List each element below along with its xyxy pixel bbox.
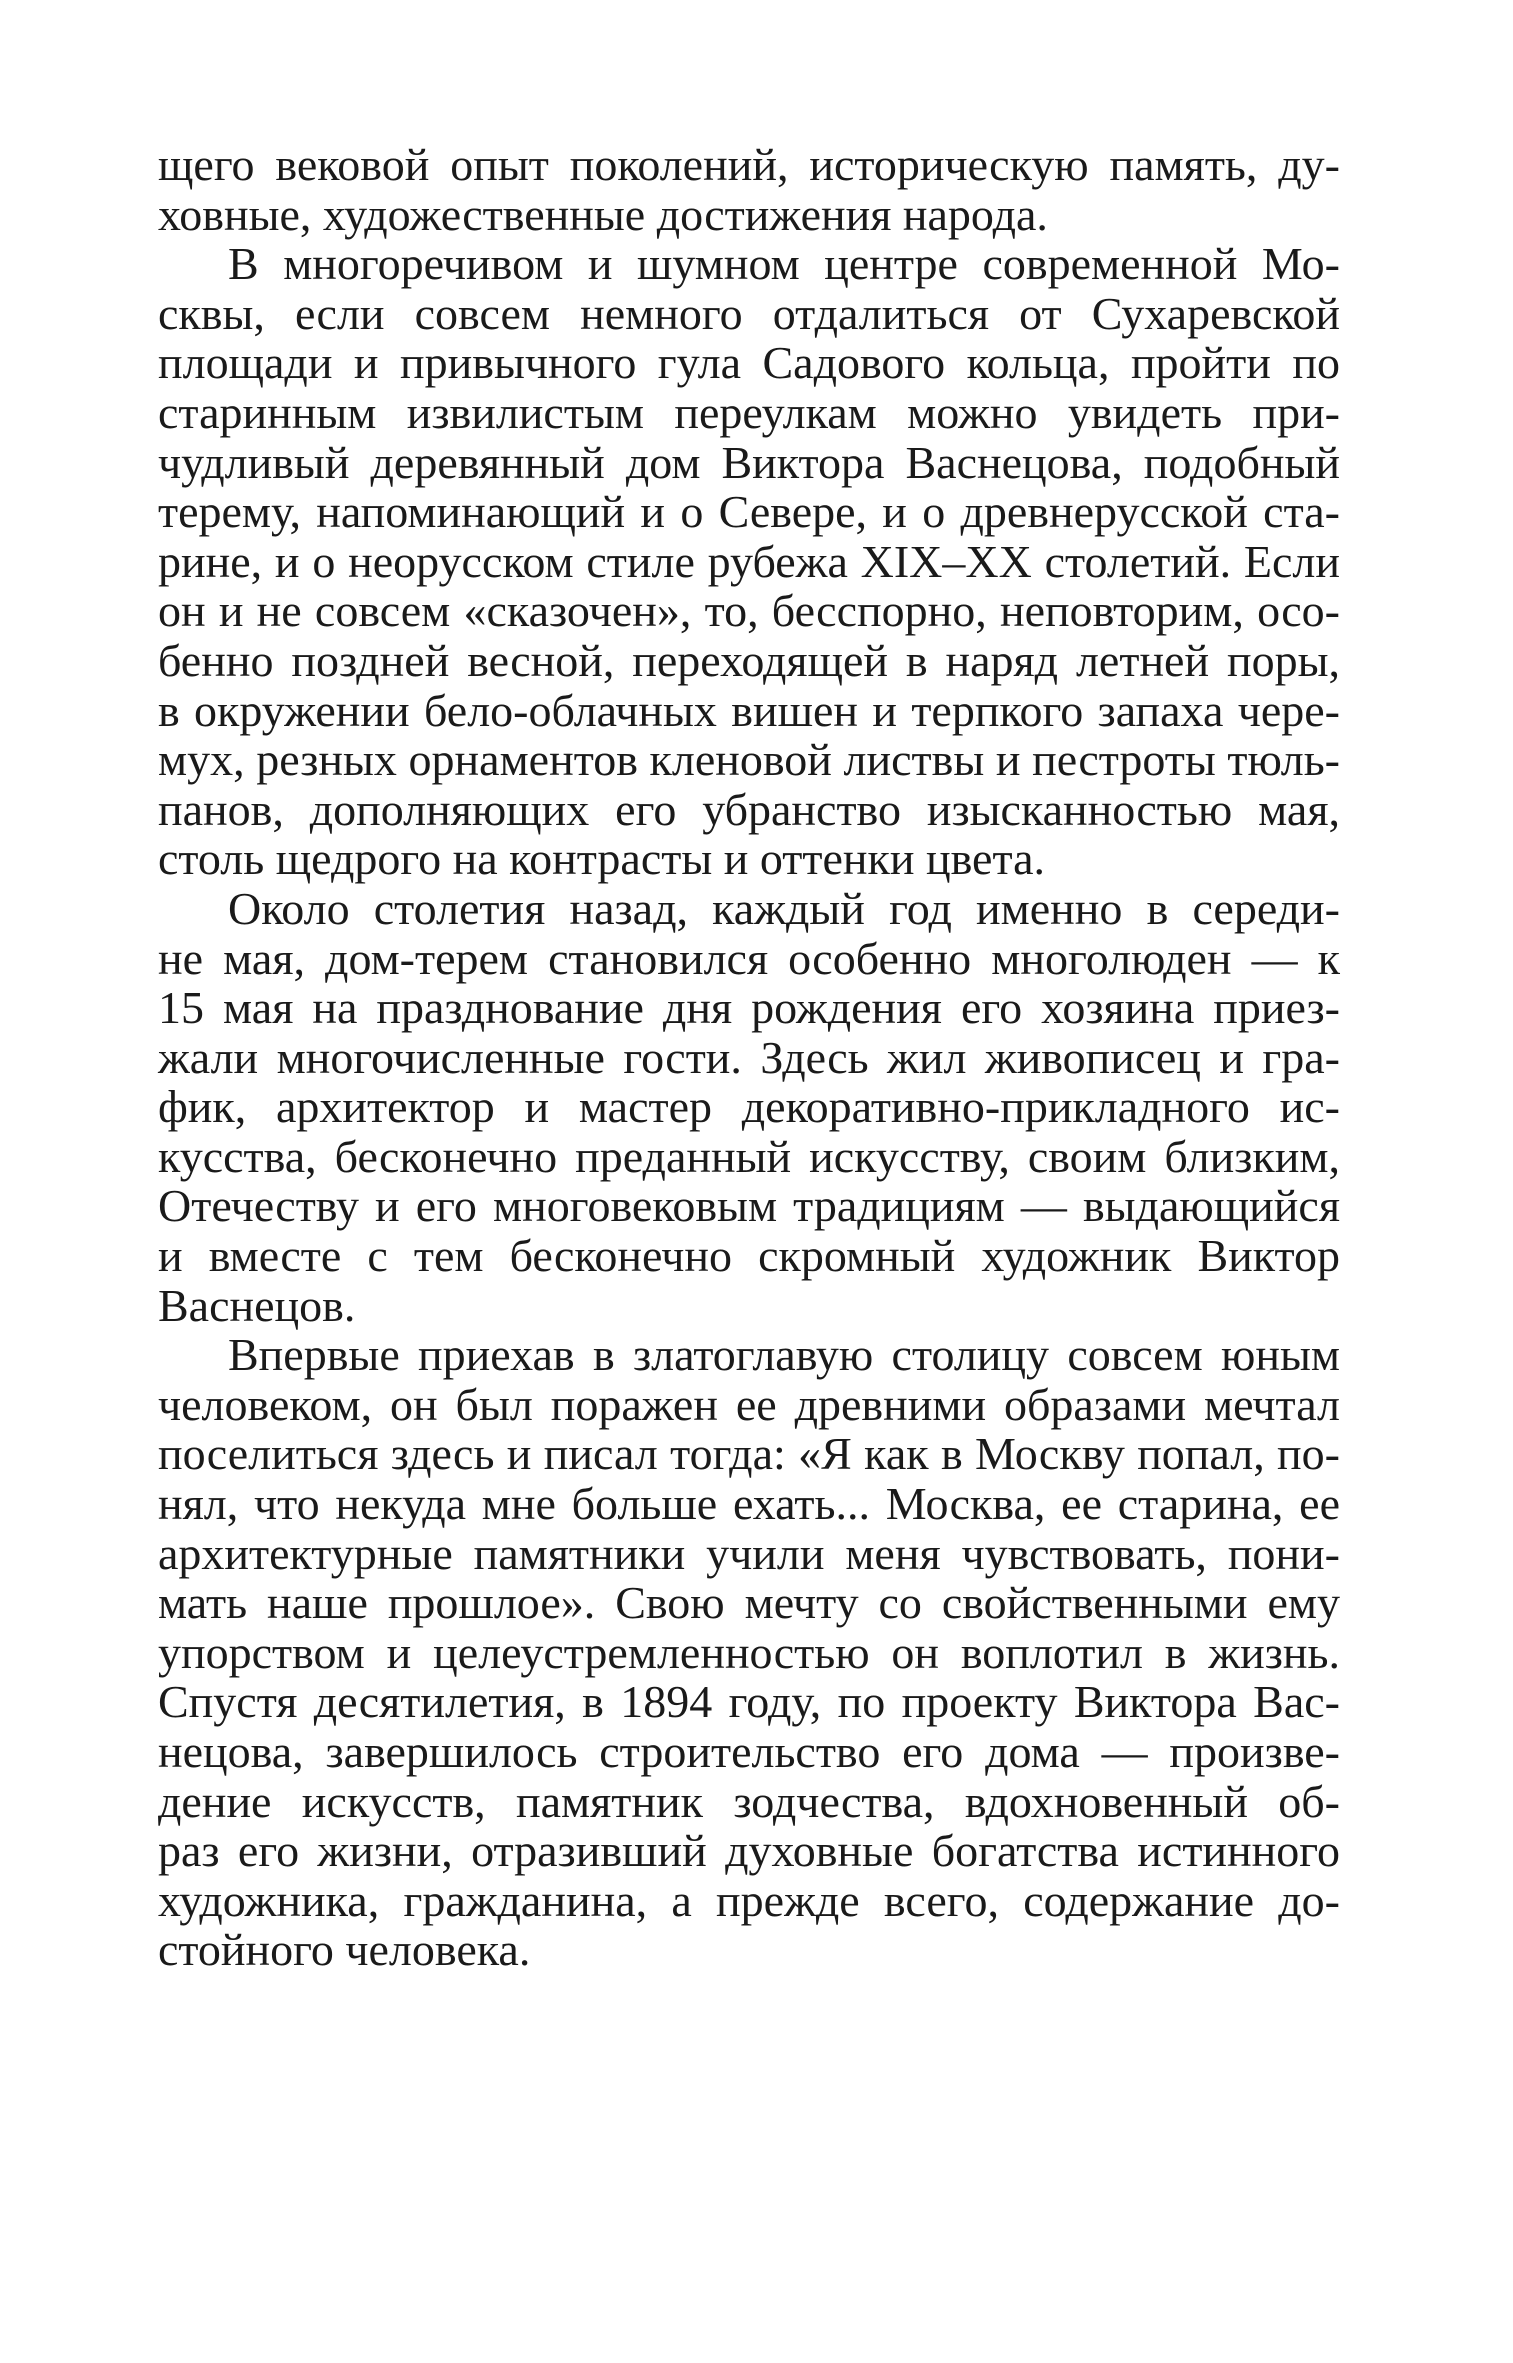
text-line: стойного человека. bbox=[158, 1924, 531, 1976]
text-line: художника, гражданина, а прежде всего, содержание до- bbox=[158, 1874, 1340, 1926]
text-line: фик, архитектор и мастер декоративно-прикладного ис- bbox=[158, 1081, 1340, 1133]
text-line: 15 мая на празднование дня рождения его хозяина приез- bbox=[158, 982, 1340, 1034]
text-line: Около столетия назад, каждый год именно в середи- bbox=[228, 882, 1340, 934]
text-line: не мая, дом-терем становился особенно многолюден — к bbox=[158, 932, 1340, 984]
text-line: в окружении бело-облачных вишен и терпкого запаха чере- bbox=[158, 684, 1340, 736]
text-line: мух, резных орнаментов кленовой листвы и пестроты тюль- bbox=[158, 734, 1340, 786]
text-line: Васнецов. bbox=[158, 1279, 356, 1331]
text-line: щего вековой опыт поколений, историческую память, ду- bbox=[158, 139, 1340, 190]
text-line: упорством и целеустремленностью он воплотил в жизнь. bbox=[158, 1626, 1340, 1678]
text-line: Спустя десятилетия, в 1894 году, по проекту Виктора Вас- bbox=[158, 1676, 1340, 1728]
text-line: терему, напоминающий и о Севере, и о древнерусской ста- bbox=[158, 486, 1340, 538]
text-line: раз его жизни, отразивший духовные богатства истинного bbox=[158, 1825, 1340, 1877]
text-line: нецова, завершилось строительство его дома — произве- bbox=[158, 1726, 1340, 1777]
text-line: мать наше прошлое». Свою мечту со свойственными ему bbox=[158, 1577, 1340, 1629]
text-line: жали многочисленные гости. Здесь жил живописец и гра- bbox=[158, 1031, 1340, 1083]
paragraph bbox=[158, 140, 1340, 239]
text-line: Впервые приехав в златоглавую столицу совсем юным bbox=[228, 1329, 1340, 1381]
text-line: он и не совсем «сказочен», то, бесспорно, неповторим, осо- bbox=[158, 585, 1340, 637]
text-line: площади и привычного гула Садового кольца, пройти по bbox=[158, 337, 1340, 389]
text-line: чудливый деревянный дом Виктора Васнецова, подобный bbox=[158, 436, 1340, 488]
text-line: Отечеству и его многовековым традициям — выдающийся bbox=[158, 1180, 1340, 1232]
text-line: панов, дополняющих его убранство изысканностью мая, bbox=[158, 783, 1340, 835]
text-line: дение искусств, памятник зодчества, вдохновенный об- bbox=[158, 1775, 1340, 1827]
text-line: столь щедрого на контрасты и оттенки цвета. bbox=[158, 833, 1046, 885]
text-line: рине, и о неорусском стиле рубежа XIX–XX столетий. Если bbox=[158, 535, 1340, 587]
text-line: бенно поздней весной, переходящей в наряд летней поры, bbox=[158, 634, 1340, 686]
text-line: ховные, художественные достижения народа. bbox=[158, 188, 1048, 240]
text-line: человеком, он был поражен ее древними образами мечтал bbox=[158, 1378, 1340, 1430]
text-line: архитектурные памятники учили меня чувствовать, пони- bbox=[158, 1527, 1340, 1579]
text-line: сквы, если совсем немного отдалиться от Сухаревской bbox=[158, 287, 1340, 339]
text-line: старинным извилистым переулкам можно увидеть при- bbox=[158, 386, 1340, 438]
paragraph bbox=[158, 1330, 1340, 1975]
text-line: поселиться здесь и писал тогда: «Я как в Москву попал, по- bbox=[158, 1428, 1340, 1480]
text-line: кусства, бесконечно преданный искусству, своим близким, bbox=[158, 1130, 1340, 1182]
paragraph bbox=[158, 239, 1340, 884]
text-line: и вместе с тем бесконечно скромный художник Виктор bbox=[158, 1230, 1340, 1282]
text-line: В многоречивом и шумном центре современной Мо- bbox=[228, 238, 1340, 290]
text-line: нял, что некуда мне больше ехать... Москва, ее старина, ее bbox=[158, 1478, 1340, 1530]
paragraph bbox=[158, 884, 1340, 1330]
body-text bbox=[158, 140, 1340, 1975]
